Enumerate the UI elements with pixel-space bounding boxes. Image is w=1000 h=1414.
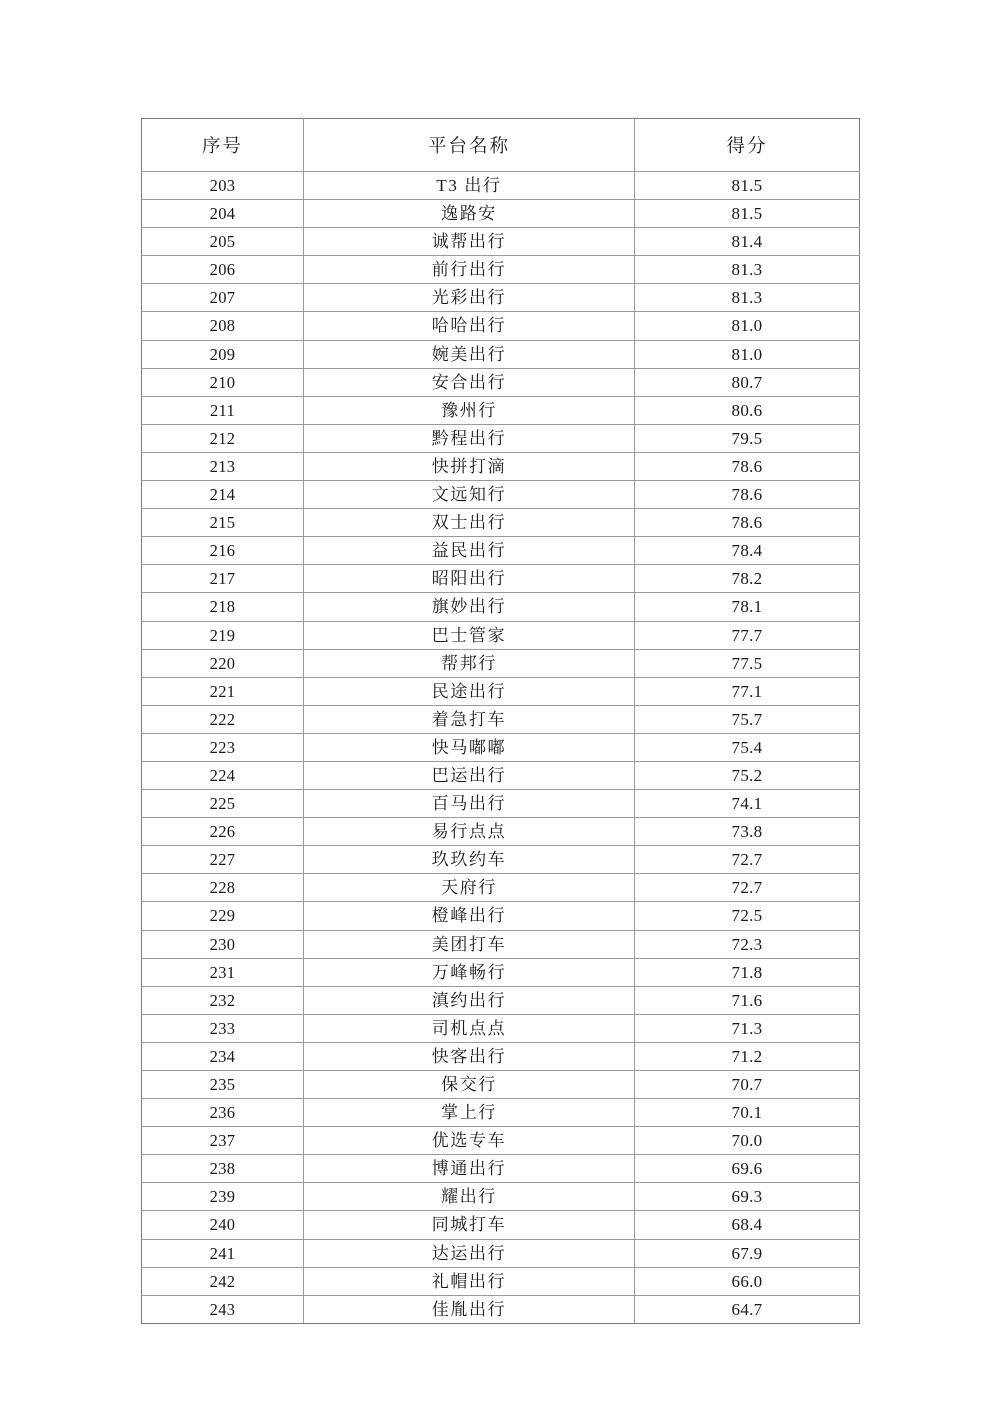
cell-score: 70.7 (635, 1071, 860, 1099)
table-row (142, 509, 860, 537)
table-row (142, 284, 860, 312)
cell-rank: 207 (142, 284, 304, 312)
cell-rank: 234 (142, 1042, 304, 1070)
table-row (142, 1155, 860, 1183)
table-row (142, 452, 860, 480)
table-row (142, 537, 860, 565)
table-row (142, 1071, 860, 1099)
cell-score: 70.0 (635, 1127, 860, 1155)
cell-platform-name: 黔程出行 (304, 424, 635, 452)
table-row (142, 256, 860, 284)
cell-rank: 215 (142, 509, 304, 537)
table-row (142, 930, 860, 958)
cell-platform-name: 礼帽出行 (304, 1267, 635, 1295)
cell-score: 69.3 (635, 1183, 860, 1211)
cell-platform-name: 帮邦行 (304, 649, 635, 677)
table-row (142, 340, 860, 368)
cell-rank: 203 (142, 172, 304, 200)
cell-platform-name: 巴士管家 (304, 621, 635, 649)
cell-score: 71.8 (635, 958, 860, 986)
table-row (142, 1042, 860, 1070)
cell-score: 81.0 (635, 340, 860, 368)
table-row (142, 565, 860, 593)
cell-score: 81.3 (635, 256, 860, 284)
cell-score: 79.5 (635, 424, 860, 452)
cell-platform-name: 益民出行 (304, 537, 635, 565)
cell-platform-name: 巴运出行 (304, 761, 635, 789)
cell-score: 68.4 (635, 1211, 860, 1239)
cell-rank: 237 (142, 1127, 304, 1155)
table-row (142, 733, 860, 761)
table-row (142, 228, 860, 256)
cell-rank: 242 (142, 1267, 304, 1295)
cell-rank: 210 (142, 368, 304, 396)
cell-rank: 213 (142, 452, 304, 480)
cell-score: 77.7 (635, 621, 860, 649)
table-row (142, 396, 860, 424)
cell-score: 81.0 (635, 312, 860, 340)
table-row (142, 1127, 860, 1155)
table-row (142, 200, 860, 228)
platform-score-table (141, 118, 860, 1324)
cell-score: 71.3 (635, 1014, 860, 1042)
cell-score: 72.3 (635, 930, 860, 958)
cell-score: 81.5 (635, 172, 860, 200)
cell-platform-name: 民途出行 (304, 677, 635, 705)
cell-rank: 219 (142, 621, 304, 649)
table-row (142, 677, 860, 705)
column-header-platform-name: 平台名称 (304, 119, 635, 172)
cell-score: 77.1 (635, 677, 860, 705)
cell-rank: 204 (142, 200, 304, 228)
cell-score: 81.3 (635, 284, 860, 312)
cell-platform-name: 旗妙出行 (304, 593, 635, 621)
cell-platform-name: 光彩出行 (304, 284, 635, 312)
cell-score: 81.5 (635, 200, 860, 228)
cell-score: 75.7 (635, 705, 860, 733)
cell-platform-name: 滇约出行 (304, 986, 635, 1014)
cell-platform-name: 婉美出行 (304, 340, 635, 368)
cell-score: 78.6 (635, 452, 860, 480)
cell-score: 78.6 (635, 481, 860, 509)
cell-platform-name: 前行出行 (304, 256, 635, 284)
cell-platform-name: 百马出行 (304, 790, 635, 818)
cell-score: 74.1 (635, 790, 860, 818)
cell-platform-name: 司机点点 (304, 1014, 635, 1042)
cell-score: 78.1 (635, 593, 860, 621)
table-row (142, 818, 860, 846)
cell-platform-name: 博通出行 (304, 1155, 635, 1183)
cell-platform-name: 昭阳出行 (304, 565, 635, 593)
table-row (142, 705, 860, 733)
cell-platform-name: 着急打车 (304, 705, 635, 733)
cell-rank: 231 (142, 958, 304, 986)
table-row (142, 312, 860, 340)
cell-rank: 209 (142, 340, 304, 368)
cell-rank: 211 (142, 396, 304, 424)
cell-rank: 222 (142, 705, 304, 733)
table-row (142, 1183, 860, 1211)
cell-rank: 233 (142, 1014, 304, 1042)
cell-platform-name: 诚帮出行 (304, 228, 635, 256)
cell-score: 80.7 (635, 368, 860, 396)
cell-rank: 235 (142, 1071, 304, 1099)
cell-platform-name: 天府行 (304, 874, 635, 902)
cell-platform-name: 逸路安 (304, 200, 635, 228)
cell-platform-name: 双士出行 (304, 509, 635, 537)
cell-platform-name: 哈哈出行 (304, 312, 635, 340)
cell-platform-name: 掌上行 (304, 1099, 635, 1127)
table-row (142, 846, 860, 874)
cell-rank: 206 (142, 256, 304, 284)
table-row (142, 902, 860, 930)
cell-score: 67.9 (635, 1239, 860, 1267)
cell-platform-name: 佳胤出行 (304, 1295, 635, 1323)
cell-platform-name: 文远知行 (304, 481, 635, 509)
cell-platform-name: 万峰畅行 (304, 958, 635, 986)
cell-rank: 240 (142, 1211, 304, 1239)
cell-rank: 208 (142, 312, 304, 340)
cell-platform-name: 安合出行 (304, 368, 635, 396)
cell-score: 81.4 (635, 228, 860, 256)
cell-platform-name: 快拼打滴 (304, 452, 635, 480)
column-header-score: 得分 (635, 119, 860, 172)
table-row (142, 1295, 860, 1323)
cell-platform-name: 达运出行 (304, 1239, 635, 1267)
cell-rank: 228 (142, 874, 304, 902)
table-row (142, 368, 860, 396)
table-row (142, 593, 860, 621)
cell-rank: 230 (142, 930, 304, 958)
cell-score: 75.2 (635, 761, 860, 789)
cell-rank: 220 (142, 649, 304, 677)
cell-platform-name: 易行点点 (304, 818, 635, 846)
cell-score: 73.8 (635, 818, 860, 846)
cell-rank: 214 (142, 481, 304, 509)
cell-rank: 229 (142, 902, 304, 930)
table-row (142, 790, 860, 818)
cell-platform-name: 美团打车 (304, 930, 635, 958)
cell-score: 80.6 (635, 396, 860, 424)
cell-score: 72.7 (635, 846, 860, 874)
table-body (142, 172, 860, 1324)
table-row (142, 649, 860, 677)
cell-rank: 226 (142, 818, 304, 846)
table-row (142, 1267, 860, 1295)
table-row (142, 1099, 860, 1127)
cell-score: 71.6 (635, 986, 860, 1014)
table-row (142, 958, 860, 986)
cell-platform-name: 保交行 (304, 1071, 635, 1099)
cell-score: 77.5 (635, 649, 860, 677)
table-row (142, 1014, 860, 1042)
cell-score: 72.5 (635, 902, 860, 930)
cell-score: 69.6 (635, 1155, 860, 1183)
cell-rank: 225 (142, 790, 304, 818)
cell-rank: 217 (142, 565, 304, 593)
cell-score: 70.1 (635, 1099, 860, 1127)
cell-rank: 218 (142, 593, 304, 621)
cell-platform-name: T3 出行 (304, 172, 635, 200)
cell-rank: 221 (142, 677, 304, 705)
table-row (142, 621, 860, 649)
cell-platform-name: 同城打车 (304, 1211, 635, 1239)
cell-score: 75.4 (635, 733, 860, 761)
cell-rank: 212 (142, 424, 304, 452)
cell-rank: 236 (142, 1099, 304, 1127)
table-header-row (142, 119, 860, 172)
cell-platform-name: 耀出行 (304, 1183, 635, 1211)
cell-score: 78.4 (635, 537, 860, 565)
cell-score: 66.0 (635, 1267, 860, 1295)
cell-score: 78.6 (635, 509, 860, 537)
table-row (142, 1211, 860, 1239)
cell-rank: 238 (142, 1155, 304, 1183)
cell-platform-name: 玖玖约车 (304, 846, 635, 874)
table-row (142, 481, 860, 509)
cell-rank: 223 (142, 733, 304, 761)
cell-score: 71.2 (635, 1042, 860, 1070)
cell-rank: 239 (142, 1183, 304, 1211)
table-row (142, 761, 860, 789)
cell-rank: 241 (142, 1239, 304, 1267)
table-row (142, 172, 860, 200)
cell-platform-name: 优选专车 (304, 1127, 635, 1155)
cell-rank: 232 (142, 986, 304, 1014)
table-row (142, 1239, 860, 1267)
cell-platform-name: 快客出行 (304, 1042, 635, 1070)
cell-score: 72.7 (635, 874, 860, 902)
column-header-rank: 序号 (142, 119, 304, 172)
cell-platform-name: 快马嘟嘟 (304, 733, 635, 761)
table-row (142, 424, 860, 452)
table-header (142, 119, 860, 172)
cell-platform-name: 橙峰出行 (304, 902, 635, 930)
cell-score: 64.7 (635, 1295, 860, 1323)
cell-platform-name: 豫州行 (304, 396, 635, 424)
cell-rank: 205 (142, 228, 304, 256)
cell-rank: 227 (142, 846, 304, 874)
cell-score: 78.2 (635, 565, 860, 593)
table-row (142, 874, 860, 902)
cell-rank: 224 (142, 761, 304, 789)
cell-rank: 216 (142, 537, 304, 565)
cell-rank: 243 (142, 1295, 304, 1323)
table-row (142, 986, 860, 1014)
